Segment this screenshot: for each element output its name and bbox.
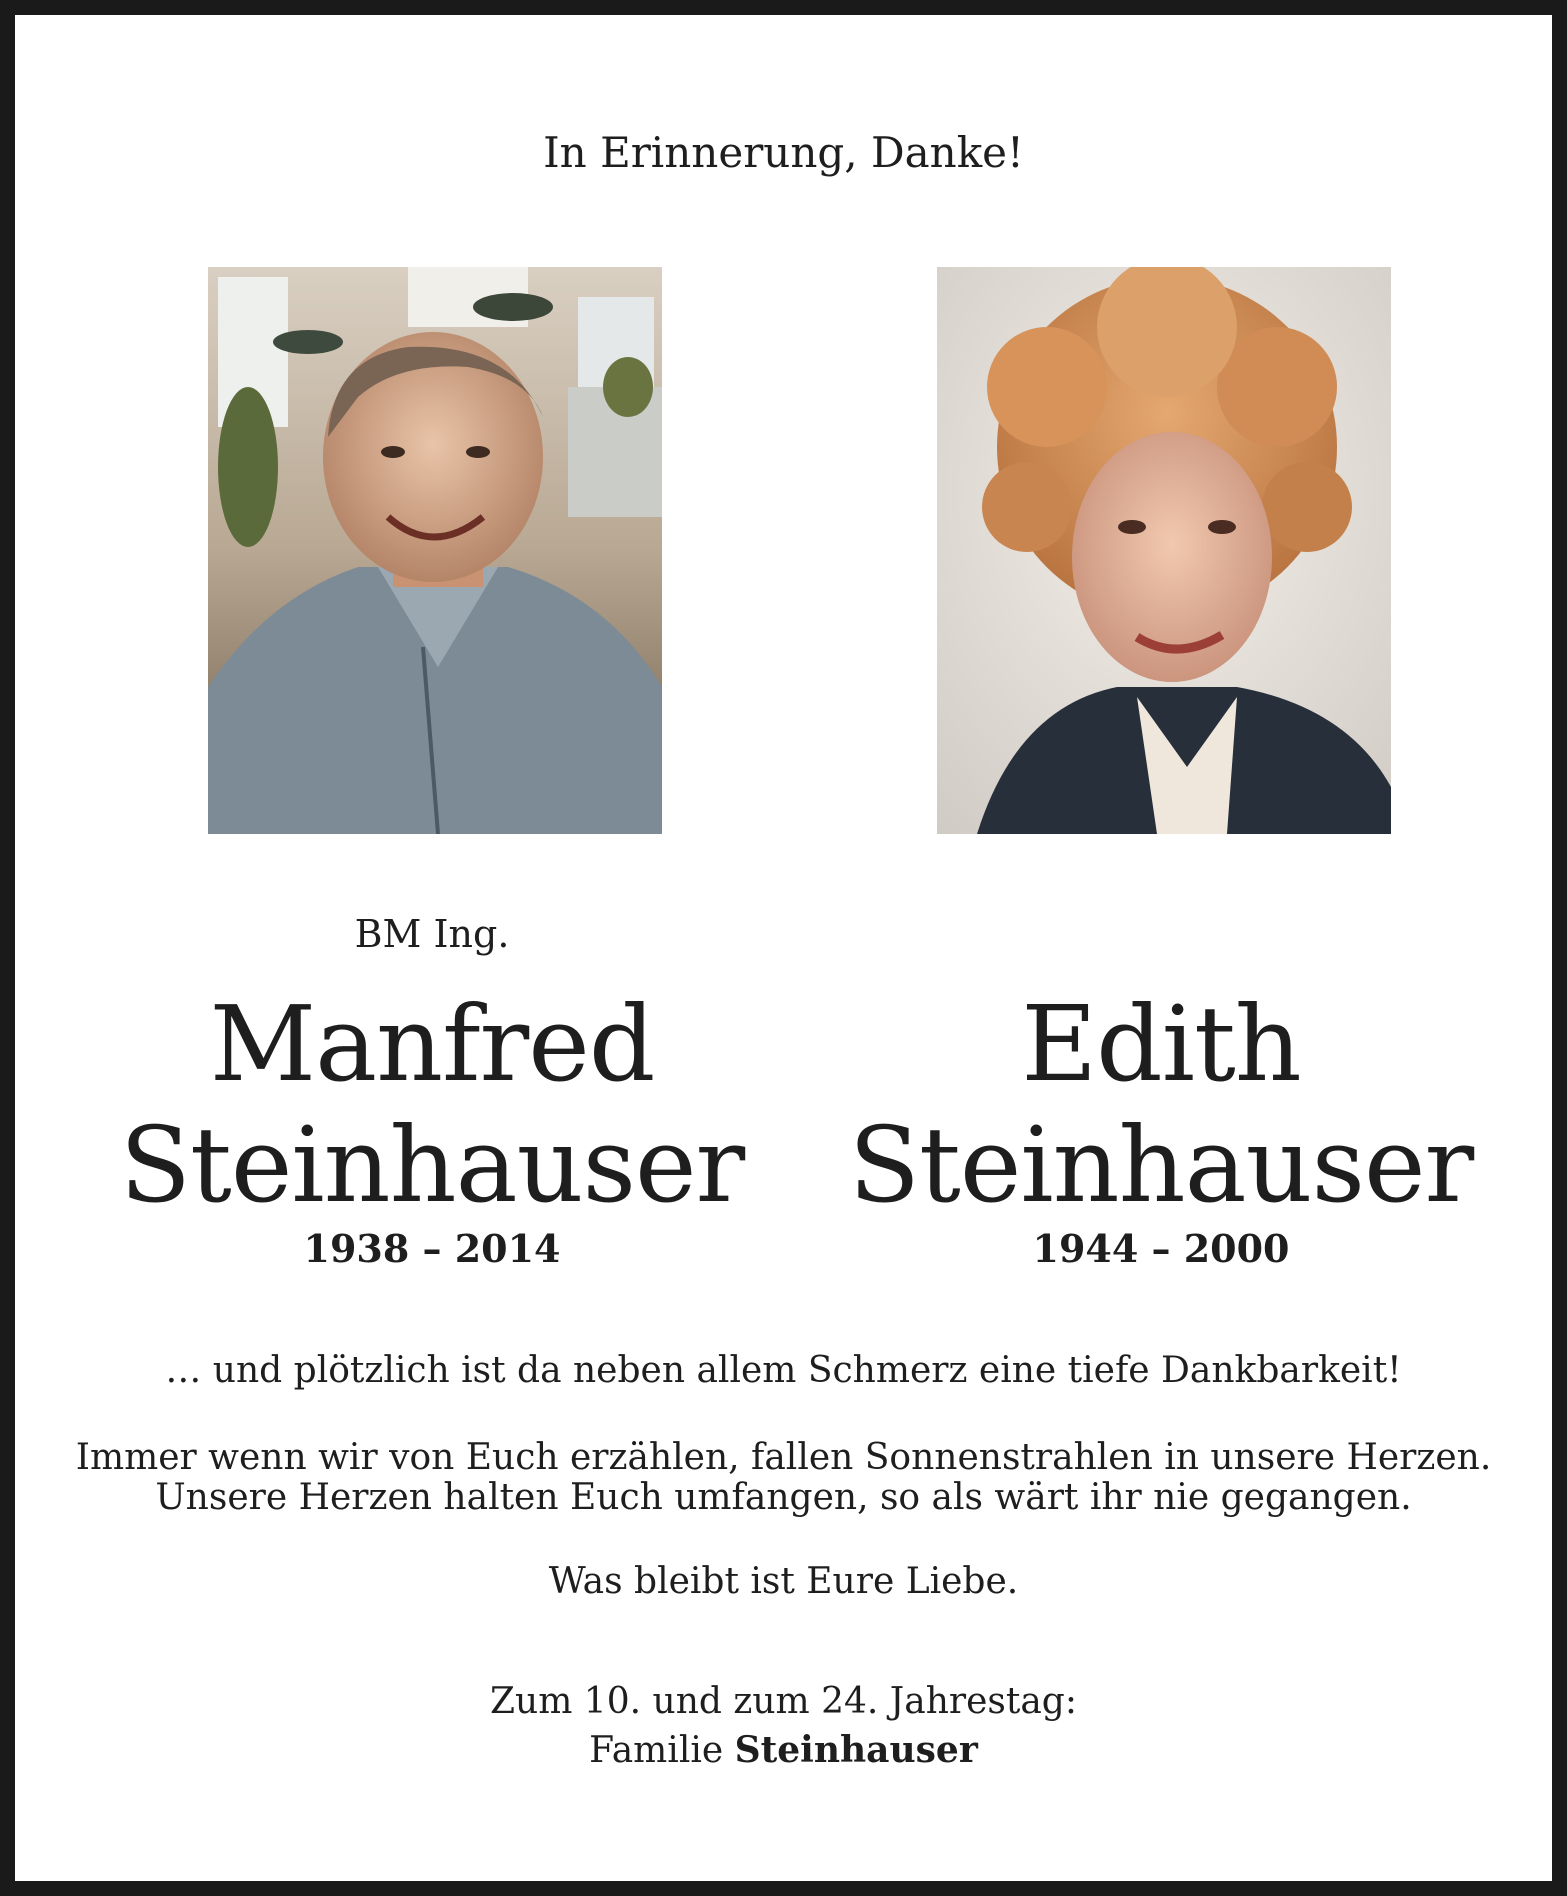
header-title: In Erinnerung, Danke! [543,128,1024,177]
family-signature [15,1730,1552,1771]
first-name-left: Manfred [209,983,655,1105]
portrait-man-photo [208,267,662,834]
text-line-1: … und plötzlich ist da neben allem Schmerz eine tiefe Dankbarkeit! [165,1350,1402,1391]
text-line-4: Was bleibt ist Eure Liebe. [548,1561,1019,1602]
first-name-right: Edith [1021,983,1301,1105]
anniversary-line: Zum 10. und zum 24. Jahrestag: [490,1681,1077,1722]
family-prefix: Familie [589,1730,724,1771]
family-name: Steinhauser [734,1729,978,1771]
last-name-right: Steinhauser [848,1104,1474,1226]
last-name-left: Steinhauser [119,1104,745,1226]
text-line-2: Immer wenn wir von Euch erzählen, fallen Sonnenstrahlen in unsere Herzen. [75,1437,1492,1478]
title-prefix: BM Ing. [354,912,510,956]
life-years-right: 1944 – 2000 [1032,1226,1290,1271]
text-line-3: Unsere Herzen halten Euch umfangen, so als wärt ihr nie gegangen. [155,1477,1412,1518]
portrait-woman-photo [937,267,1391,834]
life-years-left: 1938 – 2014 [303,1226,561,1271]
